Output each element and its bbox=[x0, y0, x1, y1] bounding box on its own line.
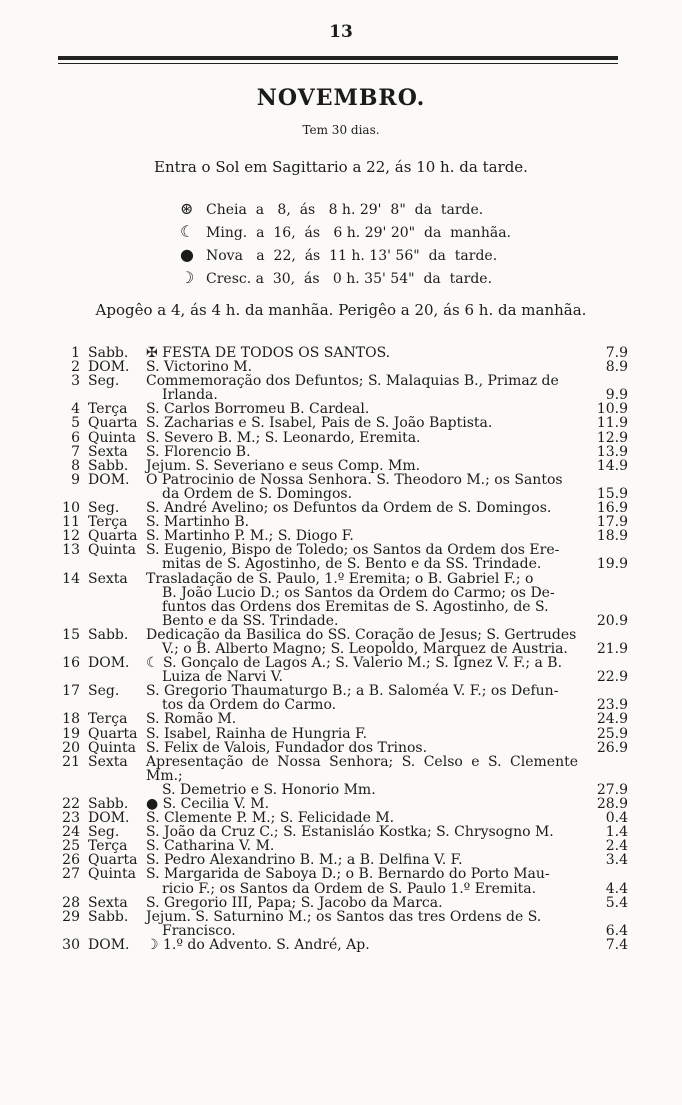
day-saints bbox=[146, 515, 592, 529]
moon-phase-waning bbox=[180, 221, 511, 244]
day-saints-line: S. Zacharias e S. Isabel, Pais de S. João Baptista. bbox=[146, 415, 493, 432]
day-number: 13 bbox=[62, 542, 80, 559]
moon-phase-full bbox=[180, 198, 511, 221]
day-saints bbox=[146, 346, 592, 360]
day-weekday: Sabb. bbox=[88, 457, 129, 474]
day-row bbox=[52, 656, 628, 684]
day-saints-line: S. Florencio B. bbox=[146, 443, 251, 460]
day-weekday: Quinta bbox=[88, 542, 136, 559]
day-saints bbox=[146, 867, 592, 895]
day-saints-line: Bento e da SS. Trindade. bbox=[162, 612, 339, 629]
day-saints bbox=[146, 360, 592, 374]
day-saints-line: S. Carlos Borromeu B. Cardeal. bbox=[146, 401, 370, 418]
day-hour: 8.9 bbox=[605, 359, 628, 376]
day-hour: 5.4 bbox=[605, 894, 628, 911]
day-number: 2 bbox=[71, 359, 80, 376]
day-saints-line: S. Martinho P. M.; S. Diogo F. bbox=[146, 528, 354, 545]
day-number: 5 bbox=[71, 415, 80, 432]
day-saints bbox=[146, 572, 592, 628]
day-saints bbox=[146, 938, 592, 952]
day-saints bbox=[146, 374, 592, 402]
day-hour: 23.9 bbox=[596, 697, 628, 714]
day-hour: 20.9 bbox=[596, 612, 628, 629]
day-row bbox=[52, 445, 628, 459]
day-row bbox=[52, 867, 628, 895]
day-row bbox=[52, 431, 628, 445]
day-saints-line: Apresentação de Nossa Senhora; S. Celso e S. Clemente Mm.; bbox=[146, 753, 578, 784]
day-saints bbox=[146, 684, 592, 712]
day-hour: 22.9 bbox=[596, 669, 628, 686]
day-number: 12 bbox=[62, 528, 80, 545]
day-hour: 16.9 bbox=[596, 500, 628, 517]
day-saints-line: ricio F.; os Santos da Ordem de S. Paulo 1.º Eremita. bbox=[162, 880, 537, 897]
day-saints-line: S. Victorino M. bbox=[146, 359, 253, 376]
day-saints bbox=[146, 628, 592, 656]
day-saints bbox=[146, 825, 592, 839]
day-saints-line: B. João Lucio D.; os Santos da Ordem do Carmo; os De- bbox=[162, 584, 555, 601]
day-weekday: Terça bbox=[88, 711, 128, 728]
day-number: 3 bbox=[71, 373, 80, 390]
day-saints-line: S. Gregorio III, Papa; S. Jacobo da Marca. bbox=[146, 894, 443, 911]
day-hour: 1.4 bbox=[605, 824, 628, 841]
day-number: 11 bbox=[62, 514, 80, 531]
day-number: 18 bbox=[62, 711, 80, 728]
day-saints bbox=[146, 529, 592, 543]
day-number: 29 bbox=[62, 908, 80, 925]
day-hour: 18.9 bbox=[596, 528, 628, 545]
day-weekday: Seg. bbox=[88, 373, 120, 390]
day-row bbox=[52, 402, 628, 416]
day-row bbox=[52, 853, 628, 867]
day-weekday: Seg. bbox=[88, 500, 120, 517]
day-number: 23 bbox=[62, 810, 80, 827]
day-number: 28 bbox=[62, 894, 80, 911]
day-saints-line: S. Eugenio, Bispo de Toledo; os Santos da Ordem dos Ere- bbox=[146, 542, 560, 559]
moon-phase-text: Nova a 22, ás 11 h. 13' 56" da tarde. bbox=[206, 248, 498, 264]
day-weekday: Quinta bbox=[88, 866, 136, 883]
day-saints-line: tos da Ordem do Carmo. bbox=[162, 697, 337, 714]
day-number: 4 bbox=[71, 401, 80, 418]
day-number: 10 bbox=[62, 500, 80, 517]
day-number: 30 bbox=[62, 936, 80, 953]
day-saints-line: S. Isabel, Rainha de Hungria F. bbox=[146, 725, 368, 742]
day-row bbox=[52, 755, 628, 797]
day-row bbox=[52, 910, 628, 938]
day-weekday: DOM. bbox=[88, 810, 130, 827]
day-saints-line: Francisco. bbox=[162, 922, 236, 939]
day-hour: 4.4 bbox=[605, 880, 628, 897]
day-weekday: DOM. bbox=[88, 359, 130, 376]
sun-entry: Entra o Sol em Sagittario a 22, ás 10 h. da tarde. bbox=[154, 158, 528, 176]
day-saints-line: S. Romão M. bbox=[146, 711, 237, 728]
day-row bbox=[52, 727, 628, 741]
day-row bbox=[52, 712, 628, 726]
day-row bbox=[52, 501, 628, 515]
day-row bbox=[52, 374, 628, 402]
day-weekday: Sabb. bbox=[88, 345, 129, 361]
day-row bbox=[52, 543, 628, 571]
day-hour: 17.9 bbox=[596, 514, 628, 531]
day-hour: 9.9 bbox=[605, 387, 628, 404]
day-hour: 25.9 bbox=[596, 725, 628, 742]
new-moon-icon: ● bbox=[180, 245, 194, 264]
day-saints bbox=[146, 755, 592, 797]
day-saints bbox=[146, 445, 592, 459]
day-saints bbox=[146, 656, 592, 684]
day-weekday: Terça bbox=[88, 838, 128, 855]
day-saints-line: ☽ 1.º do Advento. S. André, Ap. bbox=[146, 936, 370, 953]
day-saints bbox=[146, 473, 592, 501]
day-row bbox=[52, 896, 628, 910]
day-saints-line: S. Clemente P. M.; S. Felicidade M. bbox=[146, 810, 395, 827]
day-saints-line: Jejum. S. Severiano e seus Comp. Mm. bbox=[146, 457, 421, 474]
day-weekday: DOM. bbox=[88, 936, 130, 953]
day-hour: 7.9 bbox=[605, 345, 628, 361]
day-saints-line: Dedicação da Basilica do SS. Coração de Jesus; S. Gertrudes bbox=[146, 626, 577, 643]
day-row bbox=[52, 416, 628, 430]
day-saints bbox=[146, 853, 592, 867]
day-hour: 3.4 bbox=[605, 852, 628, 869]
day-row bbox=[52, 825, 628, 839]
day-number: 1 bbox=[71, 345, 80, 361]
day-number: 21 bbox=[62, 753, 80, 770]
day-number: 20 bbox=[62, 739, 80, 756]
moon-phase-text: Cresc. a 30, ás 0 h. 35' 54" da tarde. bbox=[206, 271, 493, 287]
day-saints-line: S. Felix de Valois, Fundador dos Trinos. bbox=[146, 739, 428, 756]
day-number: 15 bbox=[62, 626, 80, 643]
header-rule-thin bbox=[58, 63, 618, 64]
day-weekday: Sabb. bbox=[88, 908, 129, 925]
waning-moon-icon: ☾ bbox=[180, 222, 195, 241]
moon-phase-text: Ming. a 16, ás 6 h. 29' 20" da manhãa. bbox=[206, 225, 511, 241]
day-hour: 21.9 bbox=[596, 640, 628, 657]
day-saints-line: Luiza de Narvi V. bbox=[162, 669, 283, 686]
apsides-line: Apogêo a 4, ás 4 h. da manhãa. Perigêo a 20, ás 6 h. da manhãa. bbox=[95, 301, 587, 319]
day-saints bbox=[146, 797, 592, 811]
day-weekday: Sabb. bbox=[88, 796, 129, 812]
day-row bbox=[52, 515, 628, 529]
day-hour: 11.9 bbox=[596, 415, 628, 432]
day-saints-line: S. Martinho B. bbox=[146, 514, 250, 531]
day-number: 8 bbox=[71, 457, 80, 474]
day-hour: 26.9 bbox=[596, 739, 628, 756]
day-weekday: Terça bbox=[88, 514, 128, 531]
waxing-moon-icon: ☽ bbox=[180, 268, 195, 287]
day-row bbox=[52, 529, 628, 543]
day-weekday: Sexta bbox=[88, 570, 128, 587]
day-row bbox=[52, 572, 628, 628]
days-table bbox=[52, 346, 628, 952]
moon-phases bbox=[180, 198, 511, 290]
day-saints-line: S. Severo B. M.; S. Leonardo, Eremita. bbox=[146, 429, 421, 446]
day-row bbox=[52, 741, 628, 755]
header-rule-thick bbox=[58, 56, 618, 60]
day-number: 6 bbox=[71, 429, 80, 446]
day-hour: 0.4 bbox=[605, 810, 628, 827]
day-saints-line: S. Margarida de Saboya D.; o B. Bernardo do Porto Mau- bbox=[146, 866, 550, 883]
day-number: 22 bbox=[62, 796, 80, 812]
day-saints-line: ✠ FESTA DE TODOS OS SANTOS. bbox=[146, 345, 391, 361]
days-count: Tem 30 dias. bbox=[302, 123, 380, 137]
day-saints-line: Jejum. S. Saturnino M.; os Santos das tres Ordens de S. bbox=[146, 908, 542, 925]
day-saints-line: S. André Avelino; os Defuntos da Ordem de S. Domingos. bbox=[146, 500, 552, 517]
day-saints bbox=[146, 712, 592, 726]
day-saints-line: S. Gregorio Thaumaturgo B.; a B. Saloméa V. F.; os Defun- bbox=[146, 683, 559, 700]
day-weekday: DOM. bbox=[88, 471, 130, 488]
day-number: 26 bbox=[62, 852, 80, 869]
day-weekday: Quarta bbox=[88, 415, 138, 432]
day-weekday: Quarta bbox=[88, 725, 138, 742]
day-row bbox=[52, 346, 628, 360]
day-saints-line: ● S. Cecilia V. M. bbox=[146, 796, 270, 812]
day-saints-line: Trasladação de S. Paulo, 1.º Eremita; o B. Gabriel F.; o bbox=[146, 570, 534, 587]
day-hour: 28.9 bbox=[596, 796, 628, 812]
day-row bbox=[52, 938, 628, 952]
month-title: NOVEMBRO. bbox=[256, 85, 426, 111]
day-saints bbox=[146, 727, 592, 741]
day-saints bbox=[146, 459, 592, 473]
day-number: 27 bbox=[62, 866, 80, 883]
full-moon-icon: ⊛ bbox=[180, 199, 194, 218]
day-row bbox=[52, 839, 628, 853]
day-hour: 13.9 bbox=[596, 443, 628, 460]
day-hour: 2.4 bbox=[605, 838, 628, 855]
day-saints bbox=[146, 839, 592, 853]
day-saints bbox=[146, 741, 592, 755]
day-row bbox=[52, 684, 628, 712]
day-hour: 6.4 bbox=[605, 922, 628, 939]
day-weekday: Quinta bbox=[88, 429, 136, 446]
day-saints-line: O Patrocinio de Nossa Senhora. S. Theodoro M.; os Santos bbox=[146, 471, 563, 488]
day-row bbox=[52, 473, 628, 501]
day-hour: 27.9 bbox=[596, 781, 628, 798]
day-saints-line: da Ordem de S. Domingos. bbox=[162, 485, 353, 502]
day-saints bbox=[146, 896, 592, 910]
day-saints-line: Commemoração dos Defuntos; S. Malaquias B., Primaz de bbox=[146, 373, 559, 390]
day-number: 9 bbox=[71, 471, 80, 488]
day-weekday: Sexta bbox=[88, 443, 128, 460]
day-number: 24 bbox=[62, 824, 80, 841]
day-hour: 24.9 bbox=[596, 711, 628, 728]
day-saints bbox=[146, 402, 592, 416]
day-number: 16 bbox=[62, 655, 80, 672]
moon-phase-new bbox=[180, 244, 511, 267]
day-saints-line: V.; o B. Alberto Magno; S. Leopoldo, Marquez de Austria. bbox=[162, 640, 568, 657]
day-weekday: Sexta bbox=[88, 894, 128, 911]
day-hour: 14.9 bbox=[596, 457, 628, 474]
day-weekday: Sexta bbox=[88, 753, 128, 770]
day-weekday: Seg. bbox=[88, 683, 120, 700]
day-weekday: Quinta bbox=[88, 739, 136, 756]
day-row bbox=[52, 360, 628, 374]
day-row bbox=[52, 797, 628, 811]
day-number: 19 bbox=[62, 725, 80, 742]
day-weekday: Quarta bbox=[88, 528, 138, 545]
day-saints bbox=[146, 910, 592, 938]
day-saints-line: S. Demetrio e S. Honorio Mm. bbox=[162, 781, 376, 798]
moon-phase-text: Cheia a 8, ás 8 h. 29' 8" da tarde. bbox=[206, 202, 484, 218]
day-number: 14 bbox=[62, 570, 80, 587]
day-saints bbox=[146, 431, 592, 445]
day-row bbox=[52, 628, 628, 656]
day-saints-line: S. João da Cruz C.; S. Estanisláo Kostka; S. Chrysogno M. bbox=[146, 824, 554, 841]
day-weekday: Terça bbox=[88, 401, 128, 418]
day-hour: 19.9 bbox=[596, 556, 628, 573]
day-saints-line: ☾ S. Gonçalo de Lagos A.; S. Valerio M.; S. Ignez V. F.; a B. bbox=[146, 655, 563, 672]
day-number: 17 bbox=[62, 683, 80, 700]
day-saints-line: Irlanda. bbox=[162, 387, 218, 404]
day-hour: 7.4 bbox=[605, 936, 628, 953]
day-weekday: Seg. bbox=[88, 824, 120, 841]
day-weekday: DOM. bbox=[88, 655, 130, 672]
day-saints-line: funtos das Ordens dos Eremitas de S. Agostinho, de S. bbox=[162, 598, 549, 615]
day-weekday: Sabb. bbox=[88, 626, 129, 643]
day-saints bbox=[146, 811, 592, 825]
day-saints bbox=[146, 416, 592, 430]
day-hour: 12.9 bbox=[596, 429, 628, 446]
day-saints-line: S. Pedro Alexandrino B. M.; a B. Delfina V. F. bbox=[146, 852, 463, 869]
day-row bbox=[52, 811, 628, 825]
day-weekday: Quarta bbox=[88, 852, 138, 869]
day-number: 25 bbox=[62, 838, 80, 855]
day-saints bbox=[146, 543, 592, 571]
day-saints-line: mitas de S. Agostinho, de S. Bento e da SS. Trindade. bbox=[162, 556, 542, 573]
day-hour: 15.9 bbox=[596, 485, 628, 502]
page-number: 13 bbox=[329, 22, 353, 42]
day-number: 7 bbox=[71, 443, 80, 460]
day-saints bbox=[146, 501, 592, 515]
day-row bbox=[52, 459, 628, 473]
day-saints-line: S. Catharina V. M. bbox=[146, 838, 275, 855]
day-hour: 10.9 bbox=[596, 401, 628, 418]
moon-phase-waxing bbox=[180, 267, 511, 290]
